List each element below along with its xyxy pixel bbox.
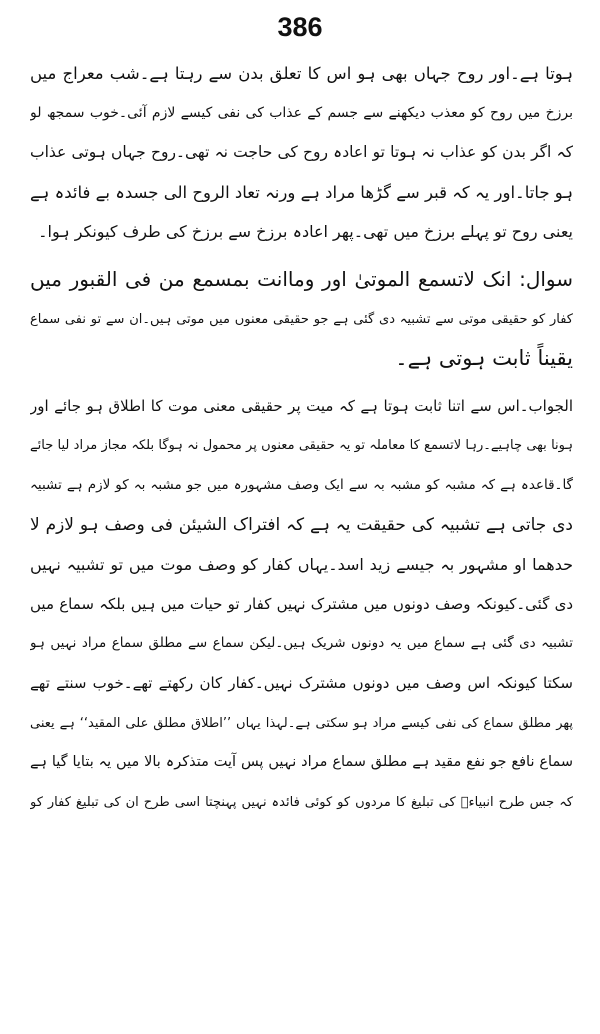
body-text	[30, 54, 573, 822]
text-line: کہ جس طرح انبیاءؑ کی تبلیغ کا مردوں کو کوئی فائدہ نہیں پہنچتا اسی طرح ان کی تبلیغ کفار کو	[30, 794, 573, 810]
text-line: ہو جاتا۔اور یہ کہ قبر سے گڑھا مراد ہے ورنہ تعاد الروح الی جسدہ بے فائدہ ہے	[30, 182, 573, 202]
paragraph	[30, 387, 573, 823]
text-line: گا۔قاعدہ ہے کہ مشبہ کو مشبہ بہ سے ایک وصف مشہورہ میں جو مشبہ بہ کو لازم ہے تشبیہ	[30, 476, 573, 493]
text-line: دی گئی۔کیونکہ وصف دونوں میں مشترک نہیں کفار تو حیات میں ہیں بلکہ سماع میں	[30, 594, 573, 613]
text-line: یقیناً ثابت ہوتی ہے۔	[395, 346, 573, 371]
text-line: ہوتا ہے۔اور روح جہاں بھی ہو اس کا تعلق بدن سے رہتا ہے۔شب معراج میں	[30, 64, 573, 83]
text-line: تشبیہ دی گئی ہے سماع میں یہ دونوں شریک ہیں۔لیکن سماع سے مطلق سماع مراد نہیں ہو	[30, 635, 573, 652]
text-line: یعنی روح تو پہلے برزخ میں تھی۔پھر اعادہ برزخ سے برزخ کی طرف کیونکر ہوا۔	[38, 222, 573, 242]
text-line: کہ اگر بدن کو عذاب نہ ہوتا تو اعادہ روح کی حاجت نہ تھی۔روح جہاں ہوتی عذاب	[30, 143, 573, 162]
text-line: برزخ میں روح کو معذب دیکھنے سے جسم کے عذاب کی نفی کیسے لازم آئی۔خوب سمجھ لو	[30, 104, 573, 121]
text-line: سماع نافع جو نفع مقید ہے مطلق سماع مراد نہیں پس آیت متذکرہ بالا میں یہ بتایا گیا ہے	[30, 754, 573, 771]
text-line: سوال: انک لاتسمع الموتیٰ اور وماانت بمسمع من فی القبور میں	[30, 266, 573, 291]
paragraph	[30, 54, 573, 252]
text-line: ہونا بھی چاہیے۔رہا لاتسمع کا معاملہ تو یہ حقیقی معنوں پر محمول نہ ہوگا بلکہ مجاز مراد لیا جائے	[30, 438, 573, 454]
text-line: سکتا کیونکہ اس وصف میں دونوں مشترک نہیں۔کفار کان رکھتے تھے۔خوب سنتے تھے	[30, 673, 573, 692]
page-number: 386	[277, 12, 323, 42]
text-line: الجواب۔اس سے اتنا ثابت ہوتا ہے کہ میت پر حقیقی معنی موت کا اطلاق ہو جائے اور	[30, 396, 573, 415]
paragraph	[30, 260, 573, 379]
text-line: کفار کو حقیقی موتی سے تشبیہ دی گئی ہے جو حقیقی معنوں میں موتی ہیں۔ان سے تو نفی سماع	[30, 311, 573, 327]
text-line: پھر مطلق سماع کی نفی کیسے مراد ہو سکتی ہے۔لہذا یہاں ’’اطلاق مطلق علی المقید‘‘ ہے یعنی	[30, 715, 573, 731]
text-line: دی جاتی ہے تشبیہ کی حقیقت یہ ہے کہ افتراک الشیئن فی وصف ہو لازم لا	[30, 514, 573, 535]
text-line: حدھما او مشہور بہ جیسے زید اسد۔یہاں کفار کو وصف موت میں تو تشبیہ نہیں	[30, 555, 573, 575]
